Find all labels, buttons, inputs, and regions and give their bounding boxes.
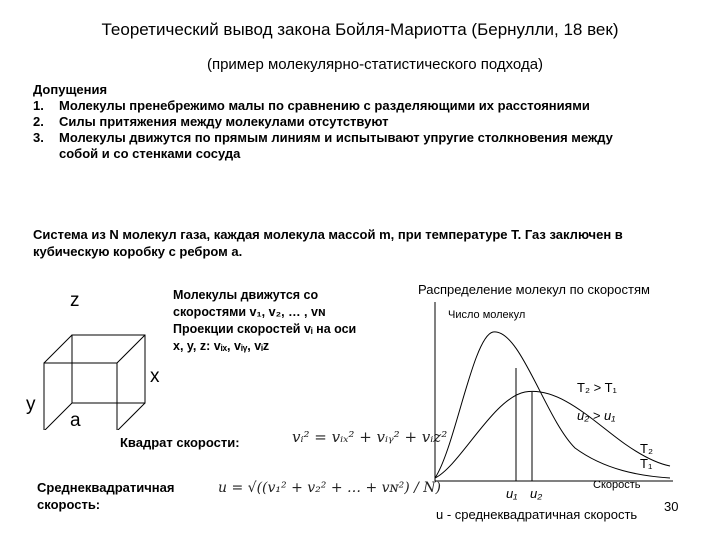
plot-u-relation: u₂ > u₁ bbox=[577, 408, 616, 423]
cube-axis-x: x bbox=[150, 366, 160, 387]
plot-x-label: Скорость bbox=[593, 479, 641, 491]
assumption-2-number: 2. bbox=[33, 114, 44, 129]
system-description: Система из N молекул газа, каждая молекула массой m, при температуре T. Газ заключен в кубическую коробку с ребром а. bbox=[33, 227, 623, 259]
curve-label-t2: T₂ bbox=[640, 441, 653, 456]
curve-t1 bbox=[435, 332, 670, 478]
cube-diagram bbox=[30, 280, 170, 430]
slide-title: Теоретический вывод закона Бойля-Мариотта (Бернулли, 18 век) bbox=[101, 20, 619, 39]
curve-t2 bbox=[435, 391, 670, 478]
cube-back-face bbox=[72, 335, 145, 403]
plot-y-label: Число молекул bbox=[448, 309, 526, 321]
assumption-3-continued: собой и со стенками сосуда bbox=[59, 146, 241, 161]
page-number: 30 bbox=[664, 499, 679, 514]
assumption-2-text: Силы притяжения между молекулами отсутствуют bbox=[59, 114, 389, 129]
square-speed-formula: vᵢ² = vᵢₓ² + vᵢᵧ² + vᵢz² bbox=[292, 428, 448, 446]
plot-t-relation: T₂ > T₁ bbox=[577, 380, 617, 395]
cube-axis-z: z bbox=[70, 290, 80, 311]
plot-footnote: u - среднеквадратичная скорость bbox=[436, 507, 638, 522]
plot-title: Распределение молекул по скоростям bbox=[418, 282, 650, 297]
u1-label: u₁ bbox=[506, 486, 518, 501]
curve-label-t1: T₁ bbox=[640, 456, 653, 471]
assumption-3 bbox=[33, 130, 613, 146]
molecules-line-2: скоростями v₁, v₂, … , vɴ bbox=[173, 305, 326, 319]
molecules-line-1: Молекулы движутся со bbox=[173, 288, 319, 302]
speed-distribution-plot bbox=[425, 298, 675, 498]
rms-speed-formula: u = √((v₁² + v₂² + … + vɴ²) / N) bbox=[218, 480, 442, 496]
square-speed-label: Квадрат скорости: bbox=[120, 435, 240, 450]
slide-subtitle: (пример молекулярно-статистического подхода) bbox=[206, 56, 544, 73]
assumption-2 bbox=[33, 114, 388, 130]
assumption-1 bbox=[33, 98, 590, 114]
u2-label: u₂ bbox=[530, 486, 543, 501]
assumptions-heading: Допущения bbox=[33, 82, 108, 97]
assumption-1-text: Молекулы пренебрежимо малы по сравнению с разделяющими их расстояниями bbox=[59, 98, 590, 113]
assumption-3-number: 3. bbox=[33, 130, 44, 145]
rms-label-line-2: скорость: bbox=[37, 497, 101, 512]
cube-edge-a: a bbox=[70, 410, 81, 431]
molecules-line-3: Проекции скоростей vᵢ на оси bbox=[173, 322, 357, 336]
assumption-3-text: Молекулы движутся по прямым линиям и испытывают упругие столкновения между bbox=[59, 130, 613, 145]
cube-axis-y: y bbox=[26, 394, 36, 415]
molecules-description bbox=[173, 287, 356, 355]
rms-label-line-1: Среднеквадратичная bbox=[37, 480, 175, 495]
molecules-line-4: x, y, z: vᵢₓ, vᵢᵧ, vᵢz bbox=[173, 339, 270, 353]
assumption-1-number: 1. bbox=[33, 98, 44, 113]
